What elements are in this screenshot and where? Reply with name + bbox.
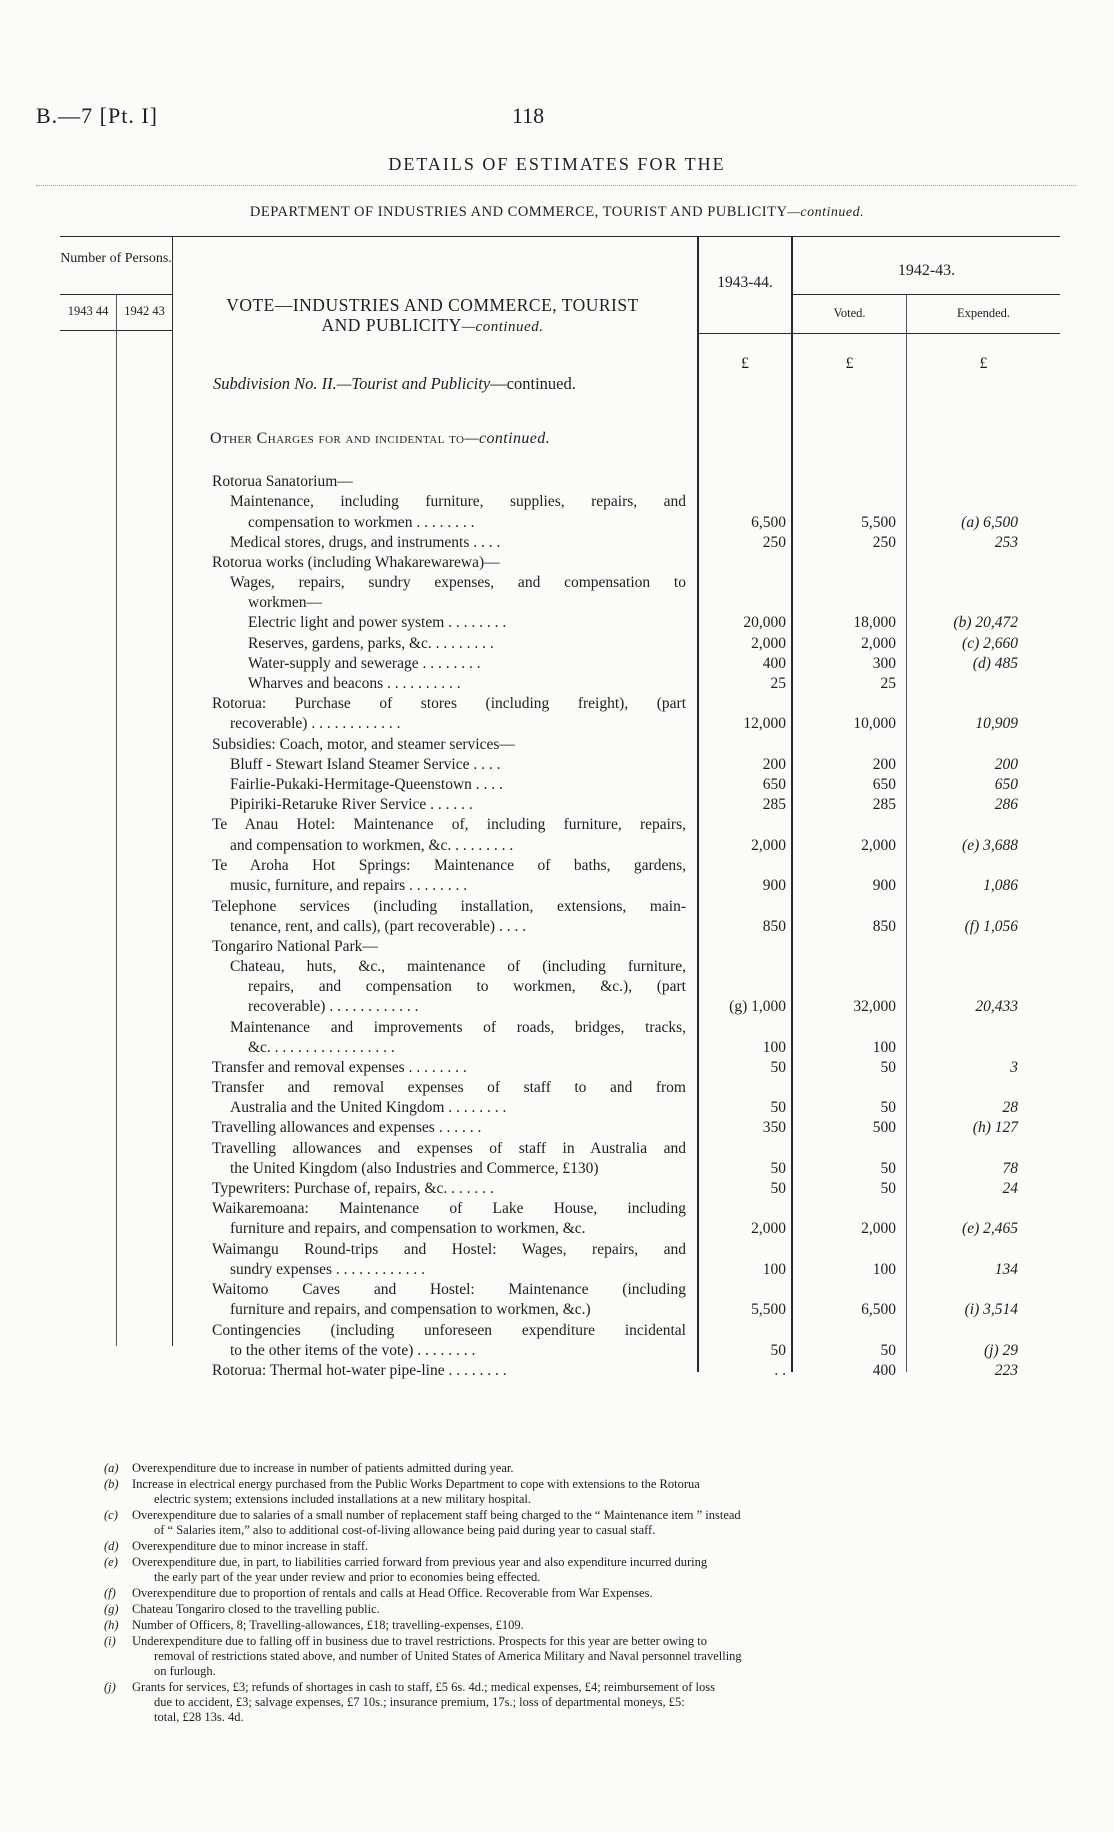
- item-description: Waitomo Caves and Hostel: Maintenance (including: [212, 1281, 686, 1298]
- voted-1942-43: 50: [880, 1180, 896, 1197]
- footnote-label: (g): [104, 1602, 119, 1616]
- item-description: Travelling allowances and expenses of staff in Australia and: [212, 1140, 686, 1157]
- voted-1942-43: 400: [872, 1362, 896, 1379]
- pound-sign-1943: £: [741, 355, 749, 372]
- header-bottom-rule: [697, 333, 1060, 334]
- page-title: DETAILS OF ESTIMATES FOR THE: [388, 154, 726, 174]
- table-row: [0, 1199, 1114, 1219]
- table-row: [0, 654, 1114, 674]
- estimate-1943-44: 50: [770, 1059, 786, 1076]
- table-row: [0, 1219, 1114, 1239]
- page-number: 118: [512, 103, 545, 128]
- table-row: [0, 795, 1114, 815]
- vote-title-line-2-text: AND PUBLICITY: [321, 315, 462, 335]
- table-row: [0, 1280, 1114, 1300]
- item-description: furniture and repairs, and compensation to workmen, &c.): [230, 1301, 591, 1318]
- estimate-1943-44: 100: [762, 1261, 786, 1278]
- expended-1942-43: (e) 2,465: [962, 1220, 1018, 1237]
- item-description: Telephone services (including installation, extensions, main-: [212, 898, 686, 915]
- estimate-1943-44: 350: [762, 1119, 786, 1136]
- table-row: [0, 897, 1114, 917]
- table-row: [0, 876, 1114, 896]
- table-row: [0, 957, 1114, 977]
- expended-1942-43: (c) 2,660: [962, 635, 1018, 652]
- expended-1942-43: (a) 6,500: [961, 514, 1018, 531]
- table-row: [0, 1159, 1114, 1179]
- voted-1942-43: 2,000: [861, 837, 896, 854]
- table-row: [0, 755, 1114, 775]
- voted-1942-43: 850: [872, 918, 896, 935]
- expended-1942-43: 10,909: [975, 715, 1018, 732]
- table-row: [0, 573, 1114, 593]
- item-description: Pipiriki-Retaruke River Service . . . . . .: [230, 796, 473, 813]
- voted-1942-43: 100: [872, 1261, 896, 1278]
- number-of-persons-header: Number of Persons.: [60, 251, 172, 266]
- footnote-label: (h): [104, 1618, 119, 1632]
- estimate-1943-44: 50: [770, 1180, 786, 1197]
- footnote-text: Overexpenditure due, in part, to liabilities carried forward from previous year and also expenditure incurred during: [132, 1555, 708, 1569]
- estimate-1943-44: 850: [762, 918, 786, 935]
- item-description: Typewriters: Purchase of, repairs, &c. . . . . . .: [212, 1180, 494, 1197]
- section-heading: [210, 430, 550, 448]
- vote-title: [190, 295, 675, 337]
- vote-title-line-1: VOTE—INDUSTRIES AND COMMERCE, TOURIST: [226, 295, 639, 315]
- item-description: Wages, repairs, sundry expenses, and compensation to: [230, 574, 686, 591]
- expended-1942-43: 200: [994, 756, 1018, 773]
- expended-1942-43: (d) 485: [972, 655, 1018, 672]
- item-description: Rotorua Sanatorium—: [212, 473, 353, 490]
- footnote-text: Overexpenditure due to proportion of rentals and calls at Head Office. Recoverable from War Expenses.: [132, 1586, 653, 1600]
- table-row: [0, 775, 1114, 795]
- department-name: DEPARTMENT OF INDUSTRIES AND COMMERCE, TOURIST AND PUBLICITY: [249, 204, 788, 220]
- voted-1942-43: 50: [880, 1342, 896, 1359]
- item-description: &c. . . . . . . . . . . . . . . . .: [248, 1039, 395, 1056]
- table-row: [0, 533, 1114, 553]
- voted-1942-43: 6,500: [861, 1301, 896, 1318]
- table-row: [0, 513, 1114, 533]
- item-description: Chateau, huts, &c., maintenance of (including furniture,: [230, 958, 686, 975]
- table-row: [0, 997, 1114, 1017]
- table-row: [0, 977, 1114, 997]
- voted-1942-43: 250: [872, 534, 896, 551]
- item-description: Transfer and removal expenses of staff to and from: [212, 1079, 686, 1096]
- voted-1942-43: 500: [872, 1119, 896, 1136]
- vote-title-line-2: [190, 315, 675, 337]
- year-1942-underline: [791, 294, 1060, 295]
- item-description: and compensation to workmen, &c. . . . . . . . .: [230, 837, 514, 854]
- estimate-1943-44: 285: [762, 796, 786, 813]
- item-description: Wharves and beacons . . . . . . . . . .: [248, 675, 461, 692]
- expended-1942-43: 253: [994, 534, 1018, 551]
- header-divider: [36, 185, 1076, 186]
- footnote-label: (i): [104, 1634, 116, 1648]
- item-description: Tongariro National Park—: [212, 938, 378, 955]
- item-description: Rotorua: Thermal hot-water pipe-line . . . . . . . .: [212, 1362, 507, 1379]
- section-heading-text: Other Charges for and incidental to: [210, 430, 465, 447]
- estimate-1943-44: 2,000: [751, 1220, 786, 1237]
- expended-header: Expended.: [956, 306, 1011, 320]
- estimate-1943-44: . .: [774, 1362, 786, 1379]
- item-description: Contingencies (including unforeseen expenditure incidental: [212, 1322, 686, 1339]
- footnote-text: Overexpenditure due to salaries of a small number of replacement staff being charged to the “ Maintenance item ” instead: [132, 1508, 741, 1522]
- footnote-text: electric system; extensions included installations at a new military hospital.: [154, 1492, 531, 1506]
- item-description: tenance, rent, and calls), (part recoverable) . . . .: [230, 918, 527, 935]
- estimate-1943-44: 900: [762, 877, 786, 894]
- table-row: [0, 593, 1114, 613]
- voted-1942-43: 10,000: [853, 715, 896, 732]
- expended-1942-43: 24: [1002, 1180, 1018, 1197]
- footnote-label: (a): [104, 1461, 119, 1475]
- estimate-1943-44: 6,500: [751, 514, 786, 531]
- footnote-label: (f): [104, 1586, 116, 1600]
- expended-1942-43: 3: [1010, 1059, 1018, 1076]
- expended-1942-43: 650: [994, 776, 1018, 793]
- item-description: Waikaremoana: Maintenance of Lake House, including: [212, 1200, 686, 1217]
- table-row: [0, 553, 1114, 573]
- table-row: [0, 613, 1114, 633]
- estimate-1943-44: 12,000: [743, 715, 786, 732]
- item-description: Australia and the United Kingdom . . . . . . . .: [230, 1099, 507, 1116]
- expended-1942-43: (f) 1,056: [964, 918, 1018, 935]
- footnote-text: Number of Officers, 8; Travelling-allowances, £18; travelling-expenses, £109.: [132, 1618, 524, 1632]
- table-row: [0, 937, 1114, 957]
- item-description: recoverable) . . . . . . . . . . . .: [230, 715, 401, 732]
- item-description: Te Anau Hotel: Maintenance of, including furniture, repairs,: [212, 816, 686, 833]
- footnote-text: Overexpenditure due to minor increase in staff.: [132, 1539, 369, 1553]
- item-description: Maintenance and improvements of roads, bridges, tracks,: [230, 1019, 686, 1036]
- table-row: [0, 735, 1114, 755]
- estimate-1943-44: 20,000: [743, 614, 786, 631]
- table-row: [0, 1038, 1114, 1058]
- footnote-text: Overexpenditure due to increase in number of patients admitted during year.: [132, 1461, 514, 1475]
- footnote-text: total, £28 13s. 4d.: [154, 1710, 244, 1724]
- expended-1942-43: 20,433: [975, 998, 1018, 1015]
- voted-1942-43: 900: [872, 877, 896, 894]
- table-row: [0, 1321, 1114, 1341]
- estimate-1943-44: 2,000: [751, 837, 786, 854]
- estimate-1943-44: 2,000: [751, 635, 786, 652]
- expended-1942-43: (i) 3,514: [964, 1301, 1018, 1318]
- table-row: [0, 1300, 1114, 1320]
- footnote-text: removal of restrictions stated above, and number of United States of America Military and Naval personnel travelling: [154, 1649, 742, 1663]
- table-row: [0, 1118, 1114, 1138]
- item-description: recoverable) . . . . . . . . . . . .: [248, 998, 419, 1015]
- voted-1942-43: 285: [872, 796, 896, 813]
- item-description: furniture and repairs, and compensation to workmen, &c.: [230, 1220, 586, 1237]
- voted-1942-43: 2,000: [861, 635, 896, 652]
- item-description: Travelling allowances and expenses . . . . . .: [212, 1119, 482, 1136]
- item-description: Water-supply and sewerage . . . . . . . .: [248, 655, 481, 672]
- voted-1942-43: 5,500: [861, 514, 896, 531]
- table-row: [0, 1098, 1114, 1118]
- voted-header: Voted.: [833, 306, 866, 320]
- table-row: [0, 472, 1114, 492]
- table-row: [0, 1058, 1114, 1078]
- item-description: Te Aroha Hot Springs: Maintenance of baths, gardens,: [212, 857, 686, 874]
- item-description: sundry expenses . . . . . . . . . . . .: [230, 1261, 426, 1278]
- expended-1942-43: 223: [994, 1362, 1018, 1379]
- estimate-1943-44: 5,500: [751, 1301, 786, 1318]
- item-description: Rotorua: Purchase of stores (including freight), (part: [212, 695, 686, 712]
- footnote-text: Chateau Tongariro closed to the travelling public.: [132, 1602, 380, 1616]
- item-description: Medical stores, drugs, and instruments . . . .: [230, 534, 501, 551]
- expended-1942-43: 286: [994, 796, 1018, 813]
- pound-sign-voted: £: [845, 355, 854, 372]
- item-description: Subsidies: Coach, motor, and steamer services—: [212, 736, 515, 753]
- section-heading-continued: —continued.: [464, 430, 551, 447]
- subdivision-label: Subdivision No. II.—Tourist and Publicity: [213, 374, 491, 393]
- voted-1942-43: 100: [872, 1039, 896, 1056]
- col-1942-43-header: 1942-43.: [897, 262, 956, 279]
- expended-1942-43: (e) 3,688: [962, 837, 1018, 854]
- col-1943-44-header: 1943-44.: [717, 274, 773, 291]
- estimate-1943-44: 650: [762, 776, 786, 793]
- voted-1942-43: 32,000: [853, 998, 896, 1015]
- pound-sign-expended: £: [979, 355, 988, 372]
- table-row: [0, 634, 1114, 654]
- item-description: Transfer and removal expenses . . . . . . . .: [212, 1059, 467, 1076]
- item-description: to the other items of the vote) . . . . . . . .: [230, 1342, 476, 1359]
- persons-1942-43: 1942 43: [124, 304, 165, 318]
- table-row: [0, 815, 1114, 835]
- voted-1942-43: 50: [880, 1099, 896, 1116]
- expended-1942-43: 1,086: [983, 877, 1018, 894]
- voted-1942-43: 25: [880, 675, 896, 692]
- department-continued: —continued.: [787, 205, 865, 220]
- item-description: workmen—: [248, 594, 323, 611]
- expended-1942-43: (b) 20,472: [953, 614, 1018, 631]
- table-row: [0, 1341, 1114, 1361]
- table-row: [0, 1260, 1114, 1280]
- voted-1942-43: 650: [872, 776, 896, 793]
- footnote-text: Increase in electrical energy purchased from the Public Works Department to cope with extensions to the Rotorua: [132, 1477, 700, 1491]
- table-top-rule: [60, 236, 1060, 237]
- voted-1942-43: 50: [880, 1059, 896, 1076]
- table-row: [0, 674, 1114, 694]
- voted-1942-43: 200: [872, 756, 896, 773]
- footnote-label: (b): [104, 1477, 119, 1491]
- subdivision-heading: [213, 374, 576, 394]
- document-reference: B.—7 [Pt. I]: [36, 103, 158, 128]
- estimate-1943-44: 400: [762, 655, 786, 672]
- vote-title-continued: —continued.: [461, 319, 544, 335]
- table-row: [0, 1139, 1114, 1159]
- estimate-1943-44: 250: [762, 534, 786, 551]
- voted-1942-43: 50: [880, 1160, 896, 1177]
- item-description: Maintenance, including furniture, supplies, repairs, and: [230, 493, 686, 510]
- table-row: [0, 1240, 1114, 1260]
- expended-1942-43: (j) 29: [983, 1342, 1018, 1359]
- item-description: Waimangu Round-trips and Hostel: Wages, repairs, and: [212, 1241, 686, 1258]
- item-description: Electric light and power system . . . . . . . .: [248, 614, 507, 631]
- table-row: [0, 856, 1114, 876]
- table-row: [0, 917, 1114, 937]
- footnote-text: the early part of the year under review and prior to economies being effected.: [154, 1570, 541, 1584]
- item-description: music, furniture, and repairs . . . . . . . .: [230, 877, 468, 894]
- table-row: [0, 1179, 1114, 1199]
- estimate-1943-44: 25: [770, 675, 786, 692]
- table-row: [0, 694, 1114, 714]
- item-description: compensation to workmen . . . . . . . .: [248, 514, 475, 531]
- subdivision-continued: —continued.: [490, 374, 576, 393]
- footnote-text: on furlough.: [154, 1664, 216, 1678]
- estimate-1943-44: 50: [770, 1160, 786, 1177]
- item-description: the United Kingdom (also Industries and Commerce, £130): [230, 1160, 599, 1177]
- item-description: Bluff - Stewart Island Steamer Service . . . .: [230, 756, 501, 773]
- table-row: [0, 836, 1114, 856]
- table-row: [0, 492, 1114, 512]
- footnote-label: (d): [104, 1539, 119, 1553]
- table-row: [0, 714, 1114, 734]
- footnote-text: of “ Salaries item,” also to additional cost-of-living allowance being paid during year to casual staff.: [154, 1523, 656, 1537]
- department-heading: [0, 204, 1114, 221]
- footnote-text: due to accident, £3; salvage expenses, £7 10s.; insurance premium, 17s.; loss of departmental moneys, £5:: [154, 1695, 685, 1709]
- footnote-label: (c): [104, 1508, 118, 1522]
- table-row: [0, 1078, 1114, 1098]
- footnote-label: (j): [104, 1680, 116, 1694]
- voted-1942-43: 300: [872, 655, 896, 672]
- estimate-1943-44: 50: [770, 1342, 786, 1359]
- table-row: [0, 1361, 1114, 1381]
- voted-1942-43: 2,000: [861, 1220, 896, 1237]
- expended-1942-43: (h) 127: [972, 1119, 1018, 1136]
- item-description: repairs, and compensation to workmen, &c.), (part: [248, 978, 686, 995]
- persons-1943-44: 1943 44: [67, 304, 109, 318]
- item-description: Reserves, gardens, parks, &c. . . . . . . . .: [248, 635, 494, 652]
- voted-1942-43: 18,000: [853, 614, 896, 631]
- estimate-1943-44: (g) 1,000: [729, 998, 786, 1015]
- footnote-label: (e): [104, 1555, 118, 1569]
- expended-1942-43: 28: [1002, 1099, 1018, 1116]
- table-row: [0, 1018, 1114, 1038]
- estimate-1943-44: 50: [770, 1099, 786, 1116]
- footnote-text: Underexpenditure due to falling off in business due to travel restrictions. Prospects for this year are better owing to: [132, 1634, 707, 1648]
- expended-1942-43: 134: [994, 1261, 1018, 1278]
- estimate-1943-44: 200: [762, 756, 786, 773]
- item-description: Fairlie-Pukaki-Hermitage-Queenstown . . . .: [230, 776, 503, 793]
- expended-1942-43: 78: [1002, 1160, 1018, 1177]
- footnote-text: Grants for services, £3; refunds of shortages in cash to staff, £5 6s. 4d.; medical expenses, £4; reimbursement of loss: [132, 1680, 715, 1694]
- item-description: Rotorua works (including Whakarewarewa)—: [212, 554, 500, 571]
- estimate-1943-44: 100: [762, 1039, 786, 1056]
